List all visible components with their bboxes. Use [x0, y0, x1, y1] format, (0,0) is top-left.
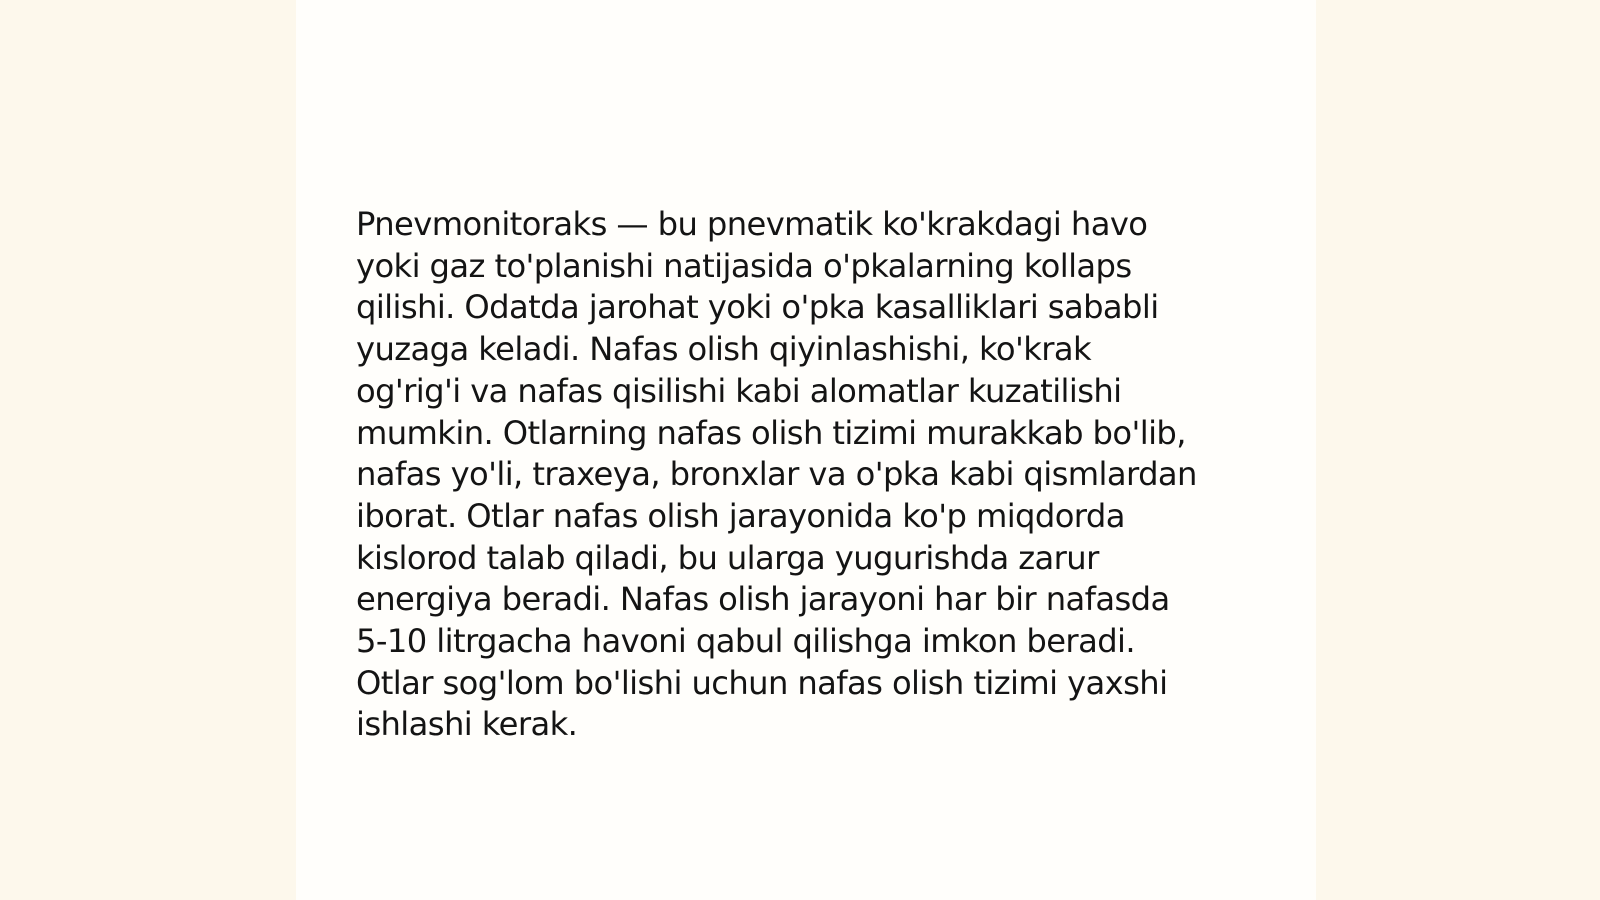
- paragraph-line: iborat. Otlar nafas olish jarayonida ko'p miqdorda: [356, 496, 1125, 535]
- paragraph-line: kislorod talab qiladi, bu ularga yugurishda zarur: [356, 538, 1099, 577]
- paragraph-line: qilishi. Odatda jarohat yoki o'pka kasalliklari sababli: [356, 288, 1159, 327]
- paragraph-line: og'rig'i va nafas qisilishi kabi alomatlar kuzatilishi: [356, 371, 1122, 410]
- paragraph-line: nafas yo'li, traxeya, bronxlar va o'pka kabi qismlardan: [356, 455, 1197, 494]
- paragraph-line: ishlashi kerak.: [356, 705, 578, 744]
- paragraph-line: energiya beradi. Nafas olish jarayoni har bir nafasda: [356, 580, 1170, 619]
- paragraph-line: Otlar sog'lom bo'lishi uchun nafas olish tizimi yaxshi: [356, 663, 1168, 702]
- document-page: [296, 0, 1316, 900]
- paragraph-line: mumkin. Otlarning nafas olish tizimi murakkab bo'lib,: [356, 413, 1186, 452]
- paragraph-line: 5-10 litrgacha havoni qabul qilishga imkon beradi.: [356, 622, 1135, 661]
- paragraph-line: yuzaga keladi. Nafas olish qiyinlashishi, ko'krak: [356, 330, 1092, 369]
- paragraph-line: yoki gaz to'planishi natijasida o'pkalarning kollaps: [356, 246, 1132, 285]
- page-margin-left: [0, 0, 296, 900]
- page-margin-right: [1316, 0, 1600, 900]
- body-paragraph: [356, 204, 1236, 746]
- paragraph-line: Pnevmonitoraks — bu pnevmatik ko'krakdagi havo: [356, 205, 1148, 243]
